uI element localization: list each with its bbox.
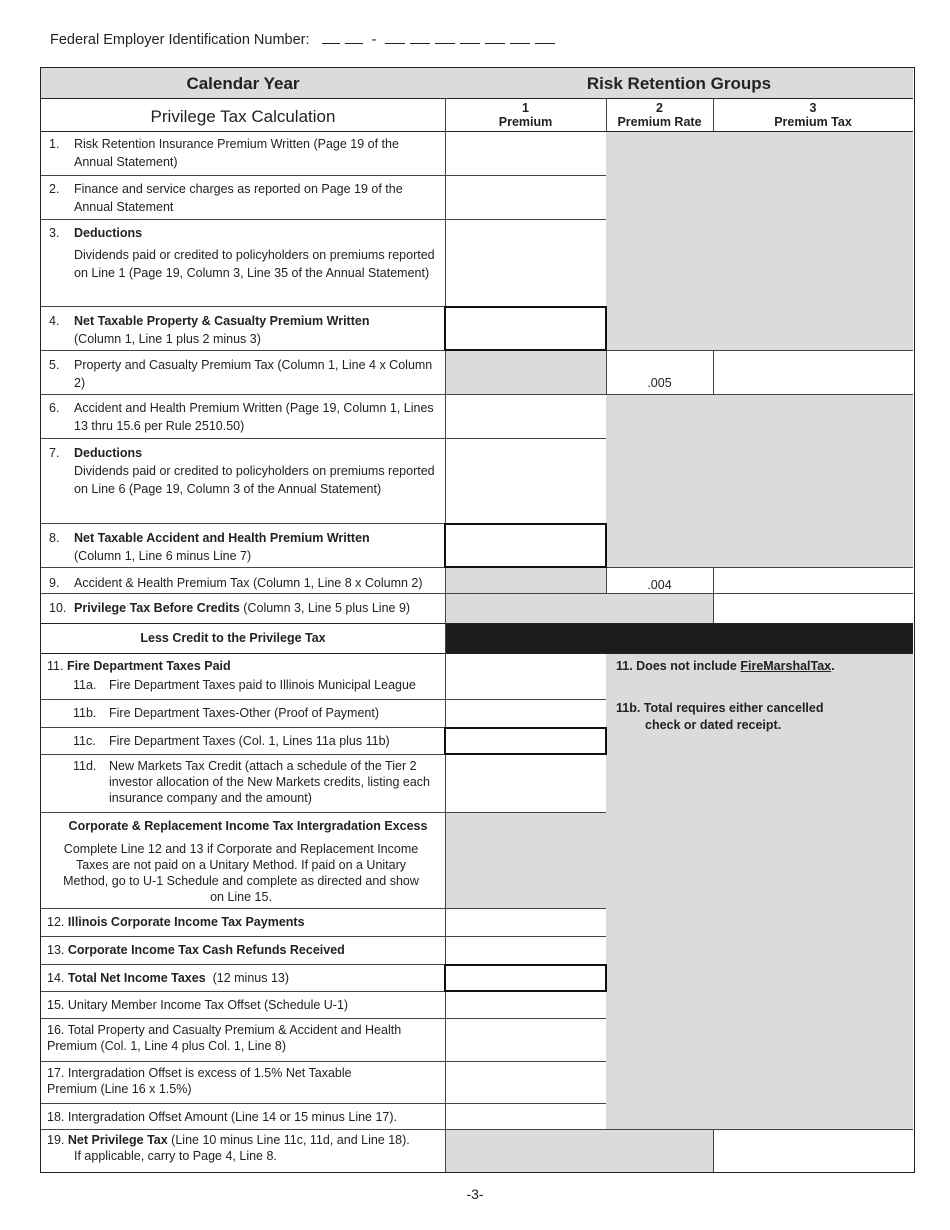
shade-line19	[445, 1129, 713, 1172]
line-text: Accident & Health Premium Tax (Column 1, Line 8 x Column 2)	[74, 576, 423, 590]
line4-total-field[interactable]	[444, 306, 607, 351]
line-title: Net Taxable Property & Casualty Premium Written	[74, 314, 370, 328]
line-text: Property and Casualty Premium Tax (Column 1, Line 4 x Column 2)	[74, 358, 433, 390]
credit-band	[445, 623, 913, 653]
line-number: 13.	[47, 943, 65, 957]
line-number: 17.	[47, 1066, 65, 1080]
shade-cols-2-3-b	[606, 394, 913, 567]
line-16	[47, 1022, 437, 1054]
fein-label: Federal Employer Identification Number:	[50, 32, 310, 48]
col1-header	[445, 101, 606, 129]
line-text: (Line 10 minus Line 11c, 11d, and Line 18).	[171, 1133, 410, 1147]
line-number: 11b.	[73, 706, 97, 720]
line11c-total-field[interactable]	[444, 727, 607, 755]
fein-field	[50, 32, 560, 48]
shade-line10	[445, 593, 713, 623]
line-12	[47, 913, 445, 931]
note-text: .	[831, 659, 835, 673]
line-text: (Column 3, Line 5 plus Line 9)	[243, 601, 411, 615]
fein-blank[interactable]	[410, 33, 430, 44]
line-13	[47, 941, 445, 959]
line-title: Privilege Tax Before Credits	[74, 601, 240, 615]
risk-retention-heading: Risk Retention Groups	[586, 74, 772, 93]
line-2	[41, 180, 445, 220]
line-title: Total Net Income Taxes	[67, 971, 206, 985]
line-17	[47, 1065, 377, 1097]
line-text: Fire Department Taxes paid to Illinois Municipal League	[109, 678, 416, 692]
corp-heading: Corporate & Replacement Income Tax Intergradation Excess	[68, 819, 428, 833]
line-3	[41, 224, 445, 304]
col1-label: Premium	[498, 115, 553, 129]
line-number: 5.	[49, 358, 60, 372]
note-11b	[616, 700, 906, 734]
line-number: 12.	[47, 915, 65, 929]
note-11	[616, 658, 906, 675]
line-text: If applicable, carry to Page 4, Line 8.	[74, 1149, 277, 1163]
line-9	[41, 574, 445, 594]
col3-number: 3	[809, 101, 817, 115]
col3-label: Premium Tax	[774, 115, 852, 129]
line-6	[41, 399, 445, 439]
line5-rate: .005	[647, 376, 672, 390]
fein-blank[interactable]	[345, 33, 363, 44]
line-title: Corporate Income Tax Cash Refunds Received	[67, 943, 345, 957]
line-number: 7.	[49, 446, 60, 460]
page-number: -3-	[466, 1186, 484, 1202]
line-text: Fire Department Taxes-Other (Proof of Payment)	[109, 706, 380, 720]
line-number: 4.	[49, 314, 60, 328]
line-title: Deductions	[74, 226, 143, 240]
fein-blank[interactable]	[385, 33, 405, 44]
line9-rate: .004	[647, 578, 672, 592]
shade-corp-col1	[445, 812, 606, 908]
fein-blank[interactable]	[535, 33, 555, 44]
shade-cols-2-3	[606, 131, 913, 350]
line-text: Intergradation Offset Amount (Line 14 or 15 minus Line 17).	[67, 1110, 398, 1124]
line-number: 1.	[49, 137, 60, 151]
line-7	[41, 444, 445, 524]
line14-total-field[interactable]	[444, 964, 607, 992]
col1-number: 1	[522, 101, 529, 115]
line-8	[41, 529, 445, 569]
line-18	[47, 1108, 445, 1126]
line-19	[47, 1132, 445, 1164]
line-text: (Column 1, Line 6 minus Line 7)	[74, 549, 252, 563]
fein-blank[interactable]	[322, 33, 340, 44]
line-4	[41, 312, 445, 352]
col2-label: Premium Rate	[617, 115, 702, 129]
line8-total-field[interactable]	[444, 523, 607, 568]
line-number: 6.	[49, 401, 60, 415]
line-number: 14.	[47, 971, 65, 985]
line-number: 10.	[49, 601, 67, 615]
col2-header	[606, 101, 713, 129]
calendar-year-heading: Calendar Year	[186, 74, 300, 93]
col3-header	[713, 101, 913, 129]
line-15	[47, 996, 445, 1014]
line-number: 8.	[49, 531, 60, 545]
line-text: Fire Department Taxes (Col. 1, Lines 11a plus 11b)	[109, 734, 390, 748]
corp-instructions: Complete Line 12 and 13 if Corporate and Replacement Income Taxes are not paid on a Unitary Method. If paid on a Unitary Method, go to U-1 Schedule and complete as directed and show on Line 15.	[63, 842, 419, 904]
line-14	[47, 969, 445, 987]
line-text: New Markets Tax Credit (attach a schedule of the Tier 2 investor allocation of the New Markets credits, listing each insurance company and the amount)	[109, 759, 430, 805]
col2-number: 2	[656, 101, 663, 115]
line-number: 11d.	[73, 759, 97, 773]
line-number: 3.	[49, 226, 60, 240]
line-text: Dividends paid or credited to policyholders on premiums reported on Line 1 (Page 19, Column 3, Line 35 of the Annual Statement)	[74, 248, 435, 280]
privilege-tax-form	[40, 67, 915, 1173]
line-text: Unitary Member Income Tax Offset (Schedule U-1)	[67, 998, 349, 1012]
shade-line9-col1	[445, 567, 606, 593]
line-title: Illinois Corporate Income Tax Payments	[67, 915, 305, 929]
line-title: Fire Department Taxes Paid	[66, 659, 231, 673]
fein-dash: -	[371, 32, 377, 48]
line-number: 11c.	[73, 734, 96, 748]
note-text: 11b. Total requires either cancelled	[616, 701, 824, 715]
line-number: 9.	[49, 576, 60, 590]
calc-title: Privilege Tax Calculation	[150, 107, 336, 126]
note-emphasis: FireMarshalTax	[740, 659, 832, 673]
line-number: 16.	[47, 1023, 65, 1037]
line-text: Accident and Health Premium Written (Page 19, Column 1, Lines 13 thru 15.6 per Rule 2510.50)	[74, 401, 434, 433]
line-number: 11a.	[73, 678, 97, 692]
line-number: 19.	[47, 1133, 65, 1147]
note-text: check or dated receipt.	[645, 718, 782, 732]
note-text: 11. Does not include	[616, 659, 741, 673]
line-title: Deductions	[74, 446, 143, 460]
line-text: Finance and service charges as reported on Page 19 of the Annual Statement	[74, 182, 403, 214]
line-title: Net Privilege Tax	[67, 1133, 168, 1147]
line-text: (12 minus 13)	[212, 971, 290, 985]
line-number: 11.	[47, 659, 64, 673]
credit-heading: Less Credit to the Privilege Tax	[140, 631, 326, 645]
line-5	[41, 356, 445, 396]
line-1	[41, 135, 445, 175]
line-text: Risk Retention Insurance Premium Written (Page 19 of the Annual Statement)	[74, 137, 399, 169]
shade-line5-col1	[445, 350, 606, 394]
fein-blank[interactable]	[435, 33, 455, 44]
line-text: Intergradation Offset is excess of 1.5% Net Taxable Premium (Line 16 x 1.5%)	[47, 1066, 352, 1096]
fein-blank[interactable]	[460, 33, 480, 44]
line-text: Dividends paid or credited to policyholders on premiums reported on Line 6 (Page 19, Column 3 of the Annual Statement)	[74, 464, 435, 496]
line-text: Total Property and Casualty Premium & Accident and Health Premium (Col. 1, Line 4 plus Col. 1, Line 8)	[47, 1023, 402, 1053]
line-text: (Column 1, Line 1 plus 2 minus 3)	[74, 332, 261, 346]
fein-blank[interactable]	[485, 33, 505, 44]
line-title: Net Taxable Accident and Health Premium Written	[74, 531, 370, 545]
fein-blank[interactable]	[510, 33, 530, 44]
line-number: 2.	[49, 182, 60, 196]
line-number: 15.	[47, 998, 65, 1012]
line-10	[41, 599, 445, 619]
line-number: 18.	[47, 1110, 65, 1124]
